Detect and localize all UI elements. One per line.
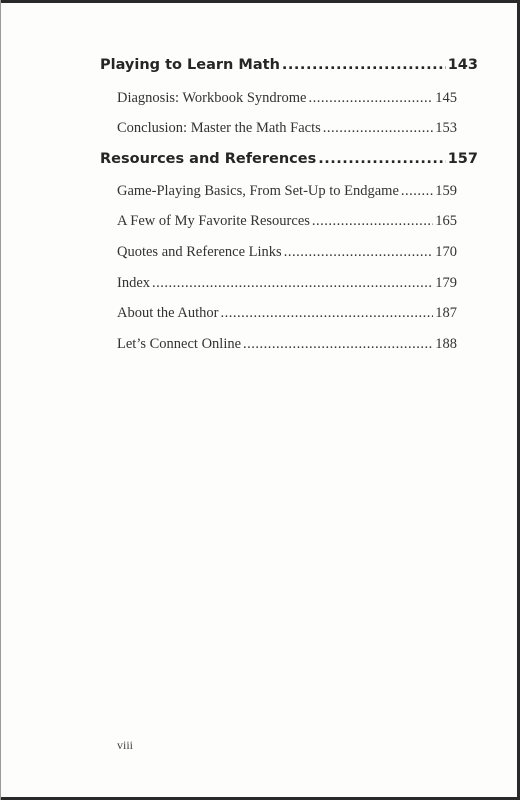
toc-entry-quotes-and-reference-links (117, 244, 457, 261)
toc-dot-leader (312, 213, 433, 230)
toc-dot-leader (282, 57, 446, 73)
toc-page-number: 165 (435, 213, 457, 229)
toc-page-number: 157 (447, 151, 478, 167)
toc-dot-leader (308, 90, 433, 107)
toc-entry-title: Index (117, 275, 151, 291)
toc-entry-title: Game-Playing Basics, From Set-Up to Endgame (117, 183, 399, 199)
toc-dot-leader (318, 151, 446, 167)
toc-entry-title: Resources and References (100, 151, 317, 167)
toc-entry-diagnosis (117, 90, 457, 107)
toc-entry-lets-connect-online (117, 336, 457, 353)
toc-page-number: 143 (447, 57, 478, 73)
toc-dot-leader (401, 183, 433, 200)
toc-page-number: 187 (435, 305, 457, 321)
toc-entry-title: Quotes and Reference Links (117, 244, 282, 260)
toc-entry-title: Conclusion: Master the Math Facts (117, 120, 321, 136)
toc-page-number: 188 (435, 336, 457, 352)
toc-page-number: 159 (435, 183, 457, 199)
toc-entry-game-playing-basics (117, 183, 457, 200)
toc-entry-title: Let’s Connect Online (117, 336, 242, 352)
toc-entry-title: Playing to Learn Math (100, 57, 280, 73)
toc-entry-favorite-resources (117, 213, 457, 230)
page-top-edge (0, 0, 520, 3)
toc-entry-title: A Few of My Favorite Resources (117, 213, 310, 229)
toc-dot-leader (152, 275, 433, 292)
toc-chapter-playing-to-learn-math (100, 57, 478, 73)
toc-page-number: 170 (435, 244, 457, 260)
toc-dot-leader (323, 120, 433, 137)
page-left-edge (0, 0, 1, 800)
toc-dot-leader (284, 244, 434, 261)
toc-chapter-resources-and-references (100, 151, 478, 167)
toc-page-number: 179 (435, 275, 457, 291)
toc-page-number: 153 (435, 120, 457, 136)
toc-dot-leader (243, 336, 433, 353)
toc-entry-title: Diagnosis: Workbook Syndrome (117, 90, 307, 106)
toc-entry-about-the-author (117, 305, 457, 322)
toc-entry-index (117, 275, 457, 292)
toc-entry-conclusion (117, 120, 457, 137)
toc-page-number: 145 (435, 90, 457, 106)
toc-entry-title: About the Author (117, 305, 219, 321)
page-folio-number: viii (117, 738, 134, 752)
toc-dot-leader (221, 305, 434, 322)
